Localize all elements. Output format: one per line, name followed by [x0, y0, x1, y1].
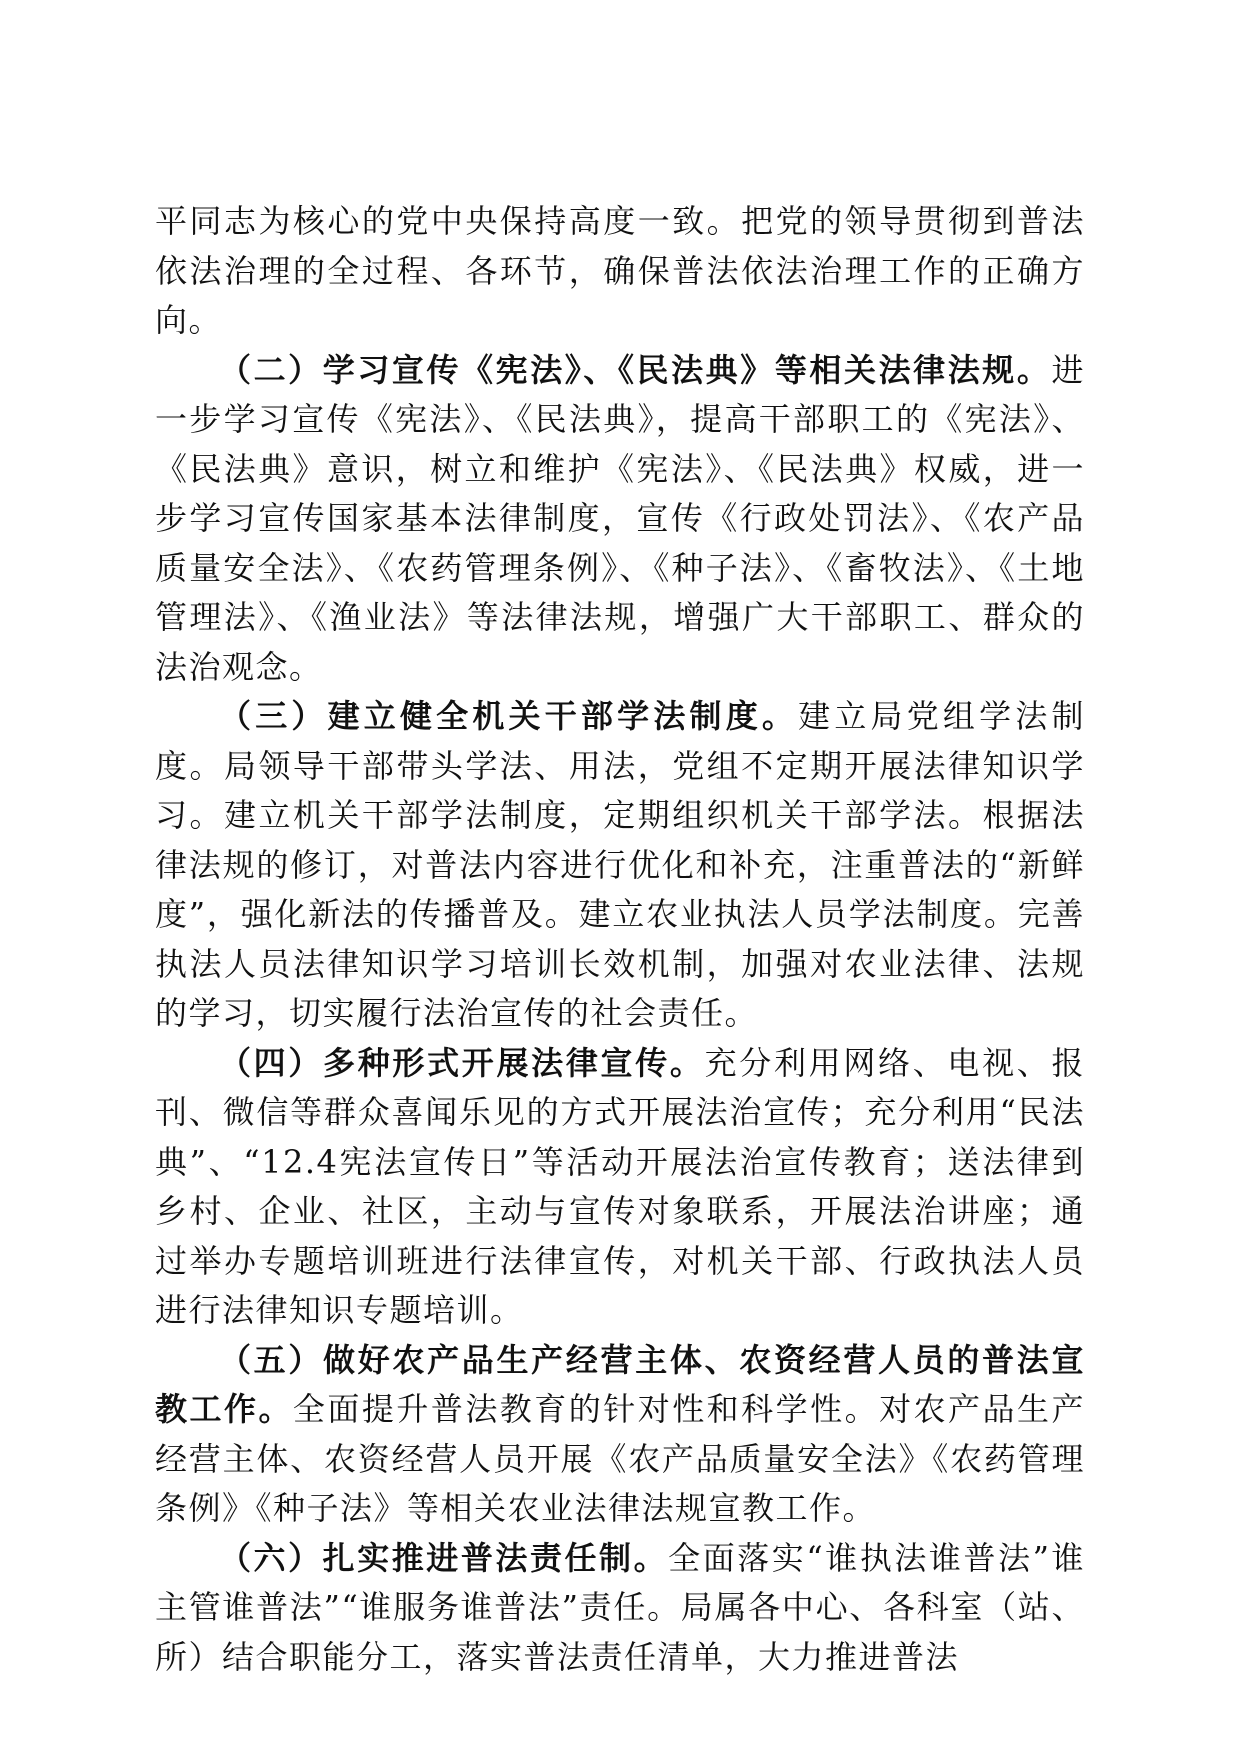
paragraph-6: [155, 1534, 1085, 1683]
paragraph-6-body: 全面落实“谁执法谁普法”谁主管谁普法”“谁服务谁普法”责任。局属各中心、各科室（站、所）结合职能分工，落实普法责任清单，大力推进普法: [155, 1538, 1085, 1676]
paragraph-4-body: 充分利用网络、电视、报刊、微信等群众喜闻乐见的方式开展法治宣传；充分利用“民法典”、“12.4宪法宣传日”等活动开展法治宣传教育；送法律到乡村、企业、社区，主动与宣传对象联系，开展法治讲座；通过举办专题培训班进行法律宣传，对机关干部、行政执法人员进行法律知识专题培训。: [155, 1043, 1085, 1329]
paragraph-4-heading: （四）多种形式开展法律宣传。: [219, 1043, 705, 1082]
paragraph-5-heading: （五）做好农产品生产经营主体、农资经营人员的普法宣教工作。: [155, 1340, 1085, 1428]
paragraph-2-body: 进一步学习宣传《宪法》、《民法典》，提高干部职工的《宪法》、《民法典》意识，树立和维护《宪法》、《民法典》权威，进一步学习宣传国家基本法律制度，宣传《行政处罚法》、《农产品质量安全法》、《农药管理条例》、《种子法》、《畜牧法》、《土地管理法》、《渔业法》等法律法规，增强广大干部职工、群众的法治观念。: [155, 350, 1085, 686]
paragraph-4: [155, 1039, 1085, 1336]
paragraph-5-body: 全面提升普法教育的针对性和科学性。对农产品生产经营主体、农资经营人员开展《农产品质量安全法》《农药管理条例》《种子法》等相关农业法律法规宣教工作。: [155, 1390, 1085, 1527]
paragraph-6-heading: （六）扎实推进普法责任制。: [219, 1538, 669, 1577]
paragraph-5: [155, 1336, 1085, 1534]
paragraph-1-body: 平同志为核心的党中央保持高度一致。把党的领导贯彻到普法依法治理的全过程、各环节，确保普法依法治理工作的正确方向。: [155, 202, 1085, 339]
paragraph-3-body: 建立局党组学法制度。局领导干部带头学法、用法，党组不定期开展法律知识学习。建立机关干部学法制度，定期组织机关干部学法。根据法律法规的修订，对普法内容进行优化和补充，注重普法的“新鲜度”，强化新法的传播普及。建立农业执法人员学法制度。完善执法人员法律知识学习培训长效机制，加强对农业法律、法规的学习，切实履行法治宣传的社会责任。: [155, 697, 1085, 1032]
paragraph-2-heading: （二）学习宣传《宪法》、《民法典》等相关法律法规。: [219, 350, 1052, 389]
document-page: [155, 197, 1085, 1682]
paragraph-3: [155, 692, 1085, 1039]
paragraph-1: [155, 197, 1085, 346]
paragraph-2: [155, 346, 1085, 693]
paragraph-3-heading: （三）建立健全机关干部学法制度。: [219, 697, 799, 735]
